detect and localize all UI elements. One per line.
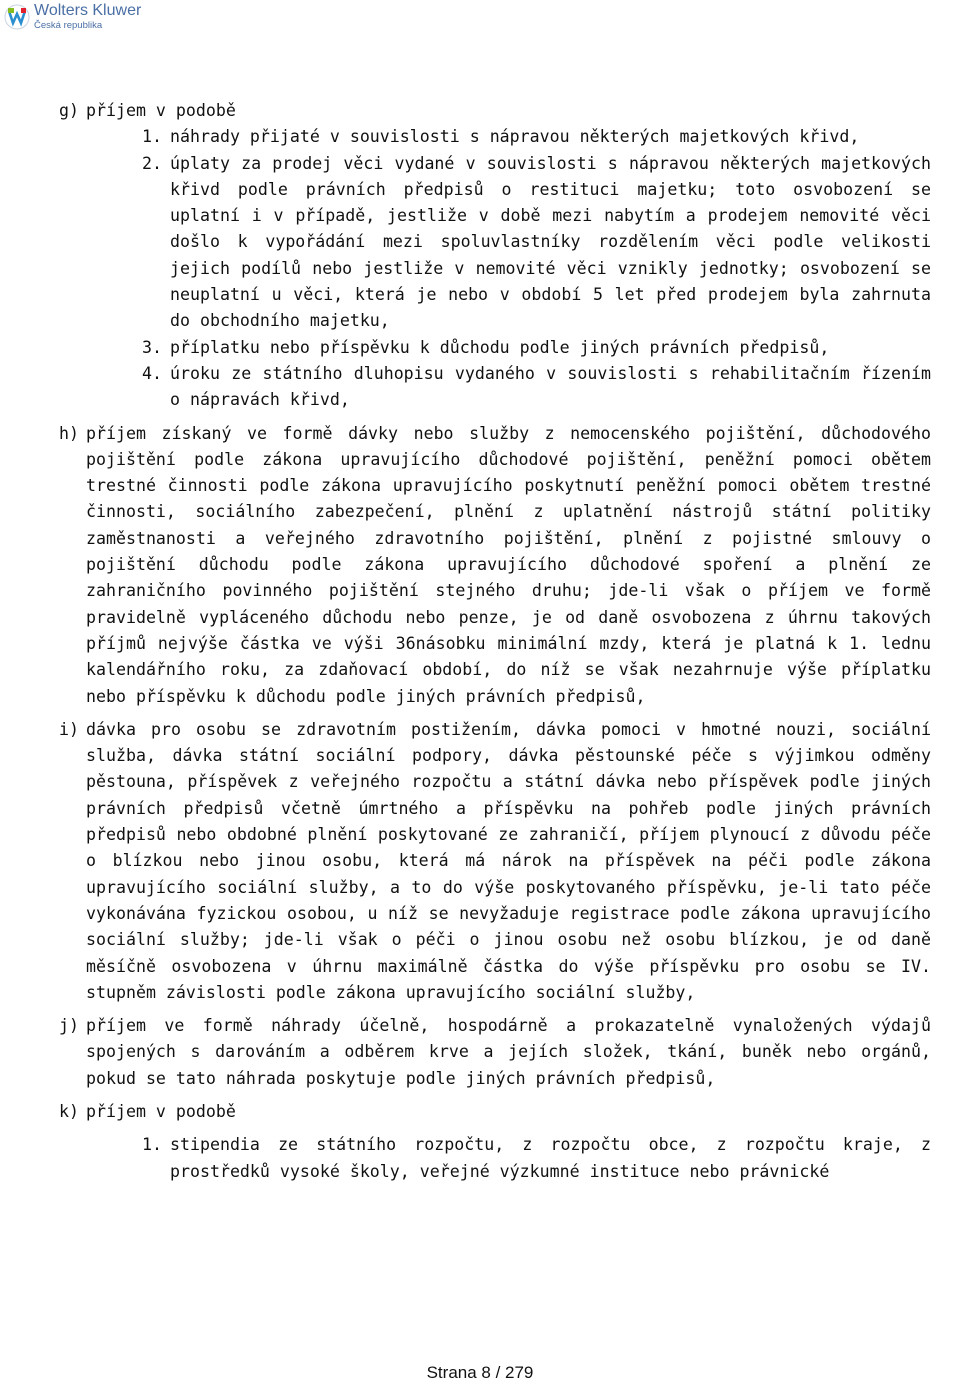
sub-item-text: úroku ze státního dluhopisu vydaného v souvislosti s rehabilitačním řízením o nápravách křivd,	[170, 363, 931, 410]
sub-item-g2	[142, 151, 931, 335]
list-item-g	[59, 98, 931, 124]
item-label: i)	[59, 719, 79, 739]
sub-item-number: 1.	[142, 127, 162, 147]
list-item-i	[59, 717, 931, 1006]
sub-item-number: 2.	[142, 153, 162, 173]
item-text: příjem v podobě	[86, 101, 236, 120]
sub-item-text: stipendia ze státního rozpočtu, z rozpočtu obce, z rozpočtu kraje, z prostředků vysoké školy, veřejné výzkumné instituce nebo právnické	[170, 1135, 931, 1181]
header-logo	[4, 3, 141, 35]
sub-item-g1	[142, 124, 931, 150]
sub-item-g3	[142, 335, 931, 361]
sub-item-text: příplatku nebo příspěvku k důchodu podle jiných právních předpisů,	[170, 337, 830, 357]
sub-item-text: úplaty za prodej věci vydané v souvislosti s nápravou některých majetkových křivd podle právních předpisů o restituci majetku; toto osvobození se uplatní i v případě, jestliže v době mezi nabytím a prodejem nemovité věci došlo k vypořádání mezi spoluvlastníky rozdělením věci podle velikosti jejich podílů nebo jestliže v nemovité věci vznikly jednotky; osvobození se neuplatní u věci, která je nebo v období 5 let před prodejem byla zahrnuta do obchodního majetku,	[170, 153, 931, 331]
sub-item-number: 3.	[142, 337, 162, 357]
list-item-h	[59, 421, 931, 710]
item-label: g)	[59, 101, 79, 120]
list-item-k	[59, 1099, 931, 1125]
list-item-j	[59, 1013, 931, 1092]
sub-item-text: náhrady přijaté v souvislosti s nápravou některých majetkových křivd,	[170, 127, 860, 147]
brand-name: Wolters Kluwer	[34, 2, 142, 19]
wolters-kluwer-logo-icon	[4, 4, 30, 30]
sub-item-number: 4.	[142, 363, 162, 383]
item-label: j)	[59, 1016, 79, 1036]
sub-item-number: 1.	[142, 1135, 162, 1155]
item-text: příjem ve formě náhrady účelně, hospodárně a prokazatelně vynaložených výdajů spojených s darováním a odběrem krve a jejích složek, tkání, buněk nebo orgánů, pokud se tato náhrada poskytuje podle jiných právních předpisů,	[86, 1016, 931, 1088]
page-number: Strana 8 / 279	[426, 1363, 534, 1382]
sub-item-k1	[142, 1132, 931, 1185]
brand-subtitle: Česká republika	[34, 20, 103, 31]
item-text: příjem v podobě	[86, 1101, 236, 1121]
item-label: h)	[59, 423, 79, 443]
item-text: dávka pro osobu se zdravotním postižením, dávka pomoci v hmotné nouzi, sociální služba, dávka státní sociální podpory, dávka pěstounské péče s výjimkou odměny pěstouna, příspěvek z veřejného rozpočtu a státní dávka nebo příspěvek podle jiných právních předpisů včetně úmrtného a příspěvku na pohřeb podle jiných právních předpisů nebo obdobné plnění poskytované ze zahraničí, příjem plynoucí z důvodu péče o blízkou nebo jinou osobu, která má nárok na příspěvek na péči podle zákona upravujícího sociální služby, a to do výše poskytovaného příspěvku, je-li tato péče vykonávána fyzickou osobou, u níž se nevyžaduje registrace podle zákona upravujícího sociální služby; jde-li však o péči o jinou osobu než osobu blízkou, je od daně měsíčně osvobozena v úhrnu maximálně částka do výše příspěvku pro osobu se IV. stupněm závislosti podle zákona upravujícího sociální služby,	[86, 719, 931, 1002]
item-label: k)	[59, 1101, 79, 1121]
item-text: příjem získaný ve formě dávky nebo služby z nemocenského pojištění, důchodového pojištění podle zákona upravujícího důchodové pojištění, peněžní pomoci obětem trestné činnosti podle zákona upravujícího poskytnutí peněžní pomoci obětem trestné činnosti, sociálního zabezpečení, plnění z uplatnění nástrojů státní politiky zaměstnanosti a veřejného zdravotního pojištění, plnění z pojistné smlouvy o pojištění důchodu podle zákona upravujícího důchodové spoření a plnění ze zahraničního povinného pojištění stejného druhu; jde-li však o příjem ve formě pravidelně vypláceného důchodu nebo penze, je od daně osvobozena z úhrnu takových příjmů nejvýše částka ve výši 36násobku minimální mzdy, která je platná k 1. lednu kalendářního roku, za zdaňovací období, do níž se však nezahrnuje výše příplatku nebo příspěvku k důchodu podle jiných právních předpisů,	[86, 423, 931, 706]
sub-item-g4	[142, 361, 931, 414]
document-body	[59, 98, 931, 1185]
